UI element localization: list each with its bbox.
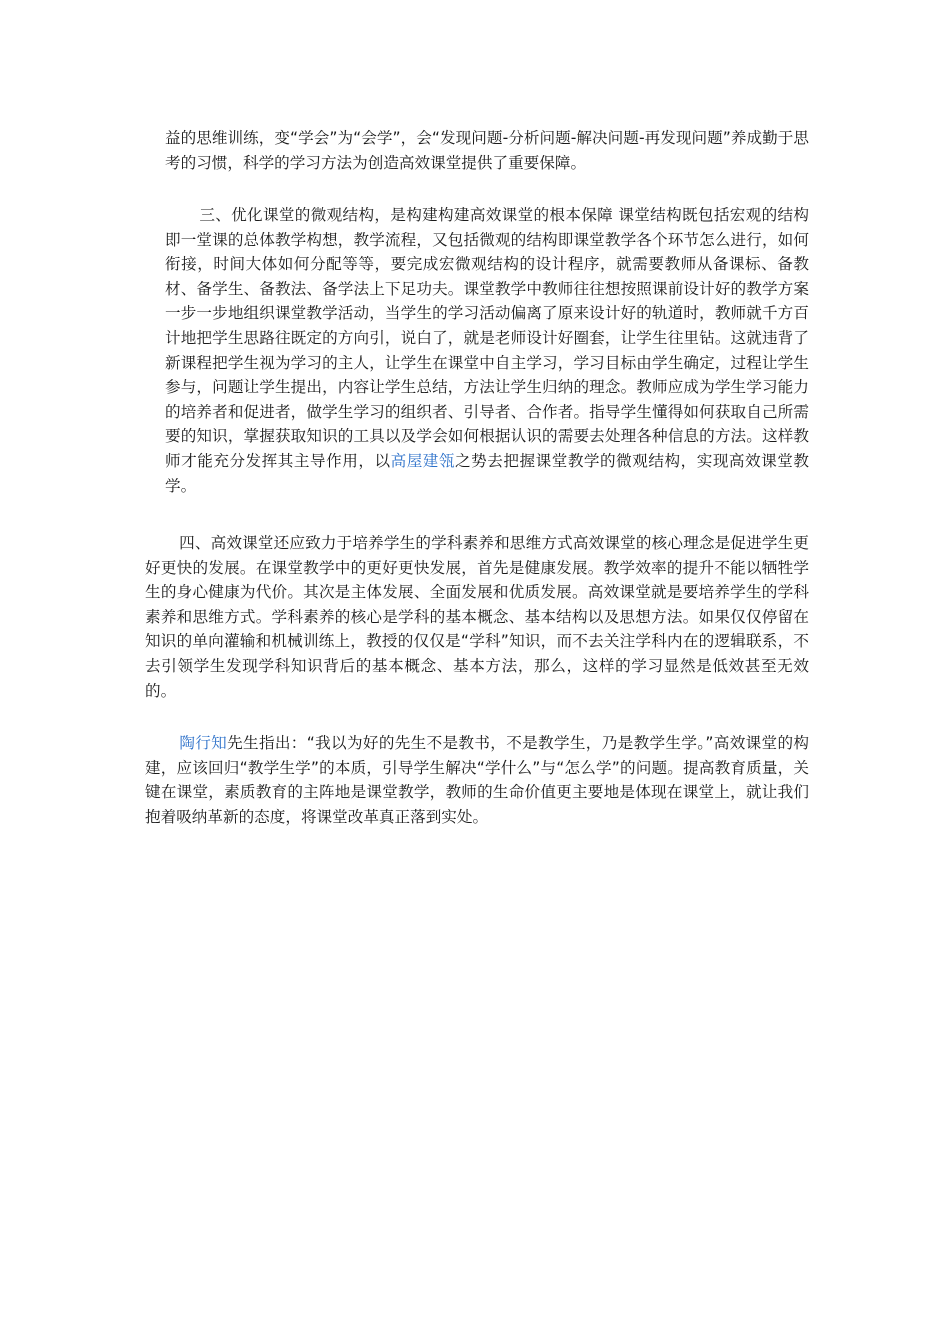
paragraph-text: 益的思维训练，变“学会”为“会学”，会“发现问题-分析问题-解决问题-再发现问题”养成勤于思考的习惯，科学的学习方法为创造高效课堂提供了重要保障。 — [165, 129, 809, 172]
paragraph-thinking-training — [165, 126, 809, 175]
paragraph-text: 四、高效课堂还应致力于培养学生的学科素养和思维方式高效课堂的核心理念是促进学生更好更快的发展。在课堂教学中的更好更快发展，首先是健康发展。教学效率的提升不能以牺牲学生的身心健康为代价。其次是主体发展、全面发展和优质发展。高效课堂就是要培养学生的学科素养和思维方式。学科素养的核心是学科的基本概念、基本结构以及思想方法。如果仅仅停留在知识的单向灌输和机械训练上，教授的仅仅是“学科”知识，而不去关注学科内在的逻辑联系，不去引领学生发现学科知识背后的基本概念、基本方法，那么，这样的学习显然是低效甚至无效的。 — [145, 534, 809, 700]
paragraph-text: 先生指出：“我以为好的先生不是教书，不是教学生，乃是教学生学。”高效课堂的构建，应该回归“教学生学”的本质，引导学生解决“学什么”与“怎么学”的问题。提高教育质量，关键在课堂，素质教育的主阵地是课堂教学，教师的生命价值更主要地是体现在课堂上，就让我们抱着吸纳革新的态度，将课堂改革真正落到实处。 — [145, 734, 809, 826]
link-gaowujianling[interactable]: 高屋建瓴 — [390, 451, 456, 470]
paragraph-subject-literacy — [145, 531, 809, 703]
paragraph-micro-structure — [165, 203, 809, 498]
paragraph-text: 之势去把握课堂教学的微观结构，实现高效课堂教学。 — [165, 451, 809, 495]
link-tao-xingzhi[interactable]: 陶行知 — [179, 734, 228, 752]
paragraph-tao-xingzhi-quote — [145, 731, 809, 829]
paragraph-text: 三、优化课堂的微观结构，是构建构建高效课堂的根本保障 课堂结构既包括宏观的结构即一堂课的总体教学构想，教学流程，又包括微观的结构即课堂教学各个环节怎么进行，如何衔接，时间大体如何分配等等，要完成宏微观结构的设计程序，就需要教师从备课标、备教材、备学生、备教法、备学法上下足功夫。课堂教学中教师往往想按照课前设计好的教学方案一步一步地组织课堂教学活动，当学生的学习活动偏离了原来设计好的轨道时，教师就千方百计地把学生思路往既定的方向引，说白了，就是老师设计好圈套，让学生往里钻。这就违背了新课程把学生视为学习的主人，让学生在课堂中自主学习，学习目标由学生确定，过程让学生参与，问题让学生提出，内容让学生总结，方法让学生归纳的理念。教师应成为学生学习能力的培养者和促进者，做学生学习的组织者、引导者、合作者。指导学生懂得如何获取自己所需要的知识，掌握获取知识的工具以及学会如何根据认识的需要去处理各种信息的方法。这样教师才能充分发挥其主导作用，以 — [165, 206, 809, 470]
